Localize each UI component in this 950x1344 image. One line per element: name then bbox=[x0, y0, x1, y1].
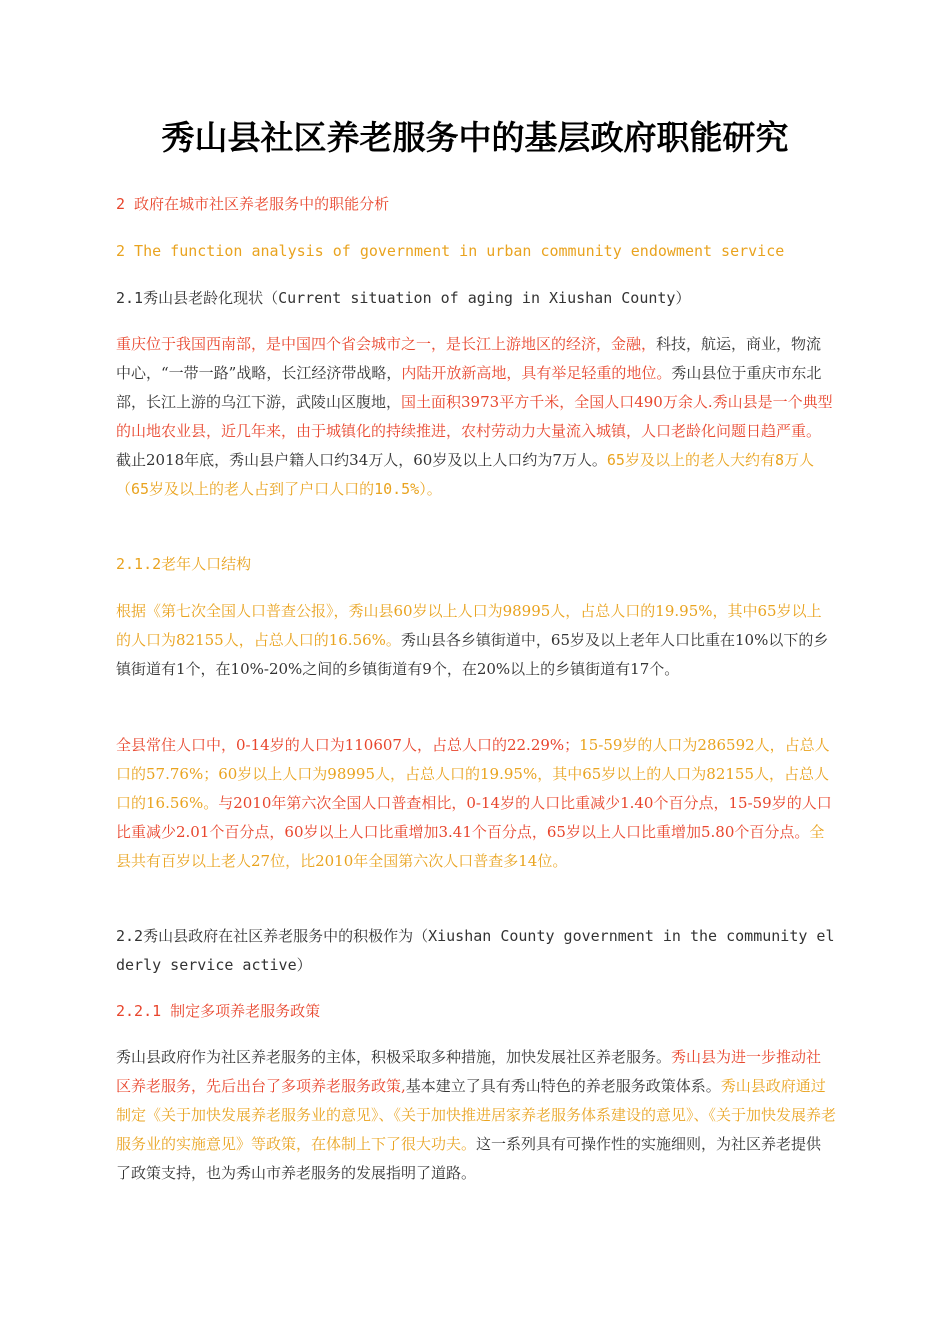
text-run: 秀山县政府通过制定《关于加快发展养老服务业的意见》、《关于加快推进居家养老服务体系建设的意见》、《关于加快发展养老服务业的实施意见》等政策，在体制上下了很大功夫。 bbox=[116, 1077, 837, 1153]
heading-section-2-en: 2 The function analysis of government in urban community endowment service bbox=[116, 242, 785, 260]
heading-section-2-1-2: 2.1.2老年人口结构 bbox=[116, 555, 252, 573]
text-run: 重庆位于我国西南部，是中国四个省会城市之一，是长江上游地区的经济，金融， bbox=[116, 335, 657, 353]
text-run: 秀山县位于重庆市东北部，长江上游的乌江下游，武陵山区腹地， bbox=[116, 364, 822, 411]
heading-section-2-cn: 2 政府在城市社区养老服务中的职能分析 bbox=[116, 195, 390, 213]
paragraph-seventh-census bbox=[116, 597, 836, 684]
paragraph-chongqing-overview bbox=[116, 330, 836, 504]
paragraph-age-structure bbox=[116, 731, 836, 876]
text-run: 65岁及以上的老人大约有8万人（65岁及以上的老人占到了户口人口的10.5%）。 bbox=[116, 451, 814, 498]
heading-section-2-2-1: 2.2.1 制定多项养老服务政策 bbox=[116, 1002, 321, 1020]
text-run: 全县常住人口中，0-14岁的人口为110607人，占总人口的22.29%； bbox=[116, 736, 580, 754]
document-title: 秀山县社区养老服务中的基层政府职能研究 bbox=[161, 118, 789, 157]
text-run: 这一系列具有可操作性的实施细则，为社区养老提供了政策支持，也为秀山市养老服务的发展指明了道路。 bbox=[116, 1135, 822, 1182]
paragraph-policy bbox=[116, 1043, 836, 1188]
text-run: 内陆开放新高地，具有举足轻重的地位。 bbox=[401, 364, 672, 382]
text-run: 15-59岁的人口为286592人，占总人口的57.76%；60岁以上人口为98995人，占总人口的19.95%，其中65岁以上的人口为82155人，占总人口的16.56%。 bbox=[116, 736, 830, 812]
text-run: 秀山县各乡镇街道中，65岁及以上老年人口比重在10%以下的乡镇街道有1个，在10%-20%之间的乡镇街道有9个，在20%以上的乡镇街道有17个。 bbox=[116, 631, 829, 678]
text-run: 与2010年第六次全国人口普查相比，0-14岁的人口比重减少1.40个百分点，15-59岁的人口比重减少2.01个百分点，60岁以上人口比重增加3.41个百分点，65岁以上人口比重增加5.80个百分点。 bbox=[116, 794, 832, 841]
text-run: 国土面积3973平方千米，全国人口490万余人.秀山县是一个典型的山地农业县，近几年来，由于城镇化的持续推进，农村劳动力大量流入城镇，人口老龄化问题日趋严重。 bbox=[116, 393, 833, 440]
text-run: 全县共有百岁以上老人27位，比2010年全国第六次人口普查多14位。 bbox=[116, 823, 825, 870]
text-run: 秀山县政府作为社区养老服务的主体，积极采取多种措施，加快发展社区养老服务。 bbox=[116, 1048, 672, 1066]
heading-section-2-1: 2.1秀山县老龄化现状（Current situation of aging in Xiushan County） bbox=[116, 289, 691, 307]
text-run: 根据《第七次全国人口普查公报》，秀山县60岁以上人口为98995人，占总人口的19.95%，其中65岁以上的人口为82155人，占总人口的16.56%。 bbox=[116, 602, 822, 649]
text-run: 科技，航运，商业，物流中心，“一带一路”战略，长江经济带战略， bbox=[116, 335, 822, 382]
text-run: 基本建立了具有秀山特色的养老服务政策体系。 bbox=[405, 1077, 721, 1095]
heading-section-2-2: 2.2秀山县政府在社区养老服务中的积极作为（Xiushan County government in the community elderly service active） bbox=[116, 927, 835, 974]
text-run: 截止2018年底，秀山县户籍人口约34万人，60岁及以上人口约为7万人。 bbox=[116, 451, 607, 469]
text-run: 秀山县为进一步推动社区养老服务，先后出台了多项养老服务政策, bbox=[116, 1048, 822, 1095]
